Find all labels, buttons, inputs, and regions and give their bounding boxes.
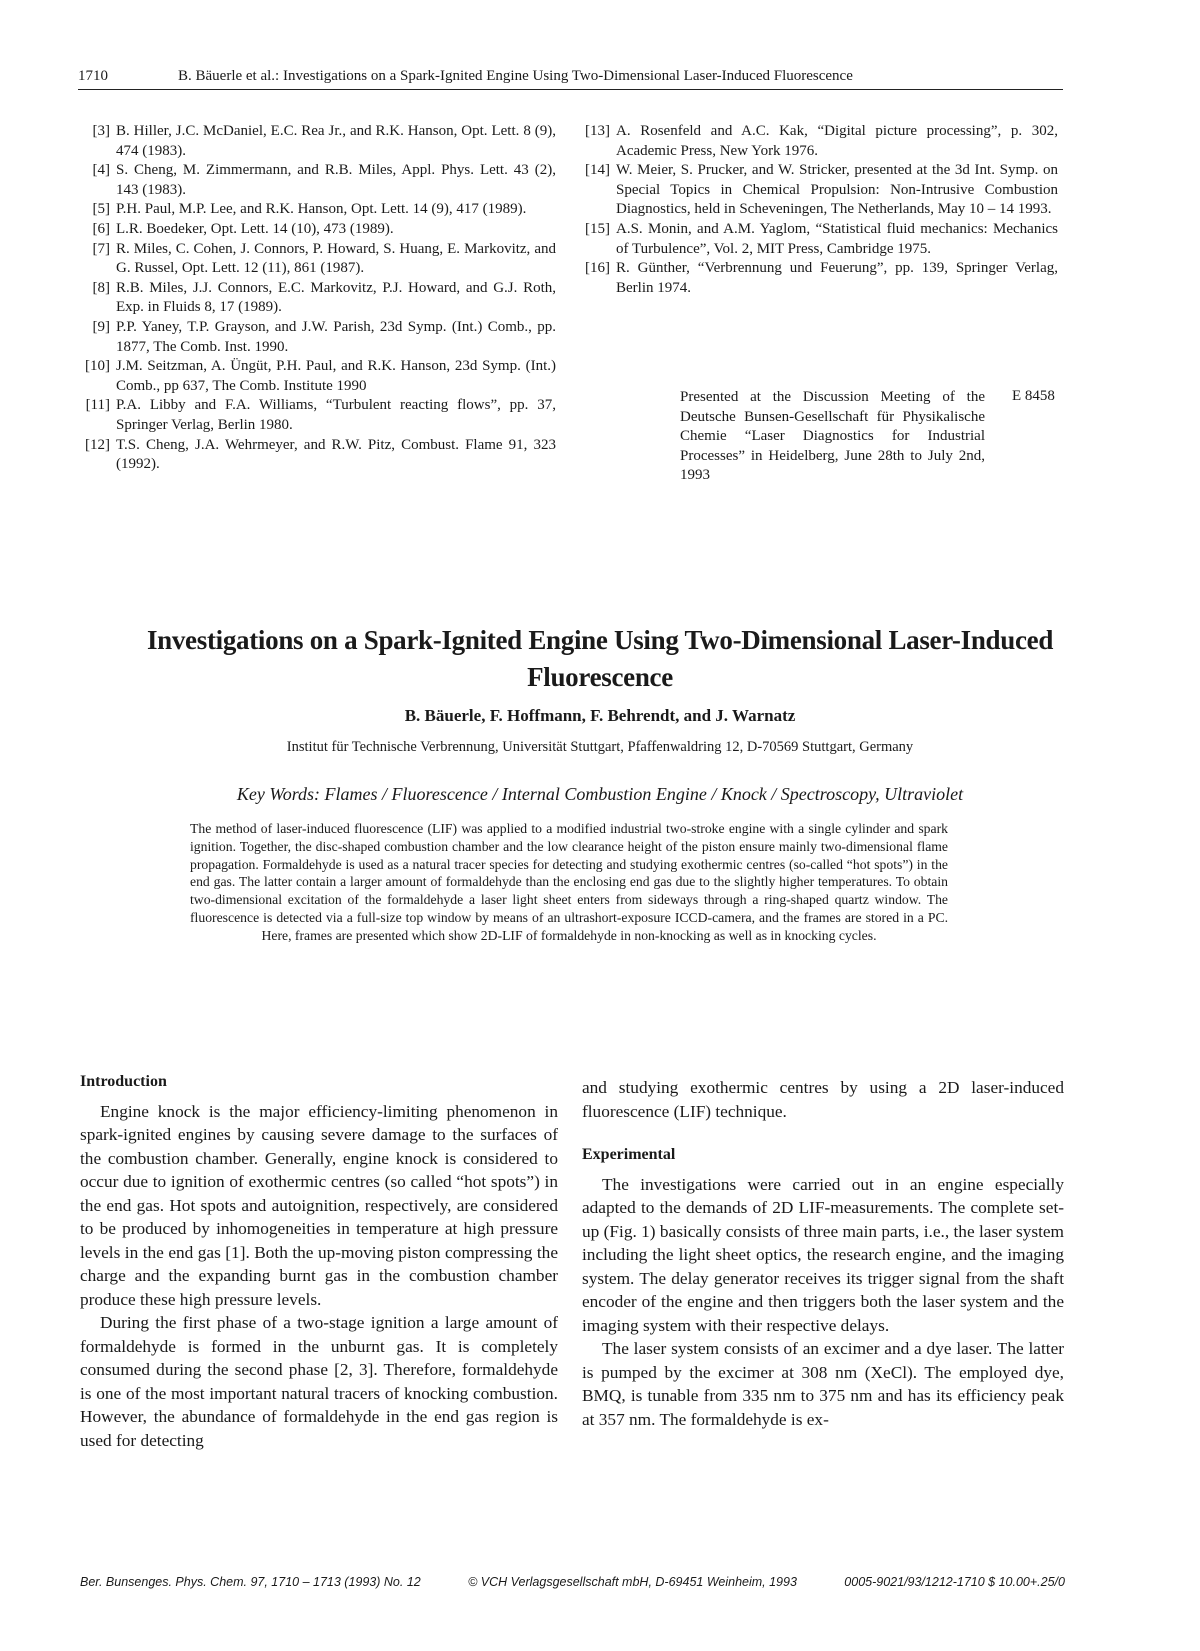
- reference-number: [8]: [92, 279, 110, 296]
- reference-item: [76, 200, 556, 220]
- intro-paragraph-3: and studying exothermic centres by using a 2D laser-induced fluorescence (LIF) technique.: [582, 1078, 1064, 1121]
- reference-number: [12]: [85, 436, 110, 453]
- references-left-column: [76, 122, 556, 475]
- reference-number: [6]: [92, 220, 110, 237]
- experimental-paragraph-1: The investigations were carried out in an engine especially adapted to the demands of 2D LIF-measurements. The complete set-up (Fig. 1) basically consists of three main parts, i.e., the laser system including the light sheet optics, the research engine, and the imaging system. The delay generator receives its trigger signal from the shaft encoder of the engine and then triggers both the laser system and the imaging system with their respective delays.: [582, 1174, 1064, 1335]
- reference-text: L.R. Boedeker, Opt. Lett. 14 (10), 473 (1989).: [116, 220, 394, 237]
- right-text-column: [582, 1076, 1064, 1431]
- reference-item: [76, 122, 556, 161]
- reference-number: [4]: [92, 162, 110, 179]
- left-text-column: [80, 1070, 558, 1452]
- running-title: B. Bäuerle et al.: Investigations on a Spark-Ignited Engine Using Two-Dimensional Laser-Induced Fluorescence: [178, 68, 853, 84]
- reference-item: [76, 240, 556, 279]
- reference-item: [76, 161, 556, 200]
- reference-text: R. Miles, C. Cohen, J. Connors, P. Howard, S. Huang, E. Markovitz, and G. Russel, Opt. Lett. 12 (11), 861 (1987).: [116, 240, 556, 277]
- reference-number: [15]: [585, 220, 610, 237]
- experimental-paragraph-2: The laser system consists of an excimer and a dye laser. The latter is pumped by the excimer at 308 nm (XeCl). The employed dye, BMQ, is tunable from 335 nm to 375 nm and has its efficiency peak at 357 nm. The formaldehyde is ex-: [582, 1339, 1064, 1429]
- reference-text: P.A. Libby and F.A. Williams, “Turbulent reacting flows”, pp. 37, Springer Verlag, Berlin 1980.: [116, 397, 556, 433]
- reference-item: [576, 122, 1058, 161]
- reference-item: [576, 161, 1058, 220]
- article-title: Investigations on a Spark-Ignited Engine Using Two-Dimensional Laser-Induced Fluorescence: [146, 625, 1054, 692]
- reference-number: [3]: [92, 123, 110, 139]
- page-footer: [80, 1575, 1065, 1589]
- reference-item: [76, 436, 556, 475]
- reference-number: [9]: [92, 318, 110, 335]
- reference-text: A. Rosenfeld and A.C. Kak, “Digital picture processing”, p. 302, Academic Press, New York 1976.: [616, 123, 1058, 159]
- reference-number: [10]: [85, 358, 110, 375]
- reference-number: [16]: [585, 260, 610, 277]
- reference-number: [13]: [585, 123, 610, 139]
- journal-citation: Ber. Bunsenges. Phys. Chem. 97, 1710 – 1713 (1993) No. 12: [80, 1575, 421, 1589]
- reference-item: [76, 318, 556, 357]
- running-header: [78, 68, 1063, 90]
- presentation-note: Presented at the Discussion Meeting of the Deutsche Bunsen-Gesellschaft für Physikalische Chemie “Laser Diagnostics for Industrial Processes” in Heidelberg, June 28th to July 2nd, 1993: [680, 389, 985, 484]
- reference-text: R.B. Miles, J.J. Connors, E.C. Markovitz, P.J. Howard, and G.J. Roth, Exp. in Fluids 8, 17 (1989).: [116, 279, 556, 316]
- reference-text: P.H. Paul, M.P. Lee, and R.K. Hanson, Opt. Lett. 14 (9), 417 (1989).: [116, 201, 527, 218]
- reference-text: T.S. Cheng, J.A. Wehrmeyer, and R.W. Pitz, Combust. Flame 91, 323 (1992).: [116, 436, 556, 473]
- article-code: 0005-9021/93/1212-1710 $ 10.00+.25/0: [844, 1575, 1065, 1589]
- page-number: 1710: [78, 68, 108, 84]
- reference-number: [5]: [92, 201, 110, 218]
- reference-item: [76, 357, 556, 396]
- reference-item: [576, 220, 1058, 259]
- intro-paragraph-2: During the first phase of a two-stage ignition a large amount of formaldehyde is formed in the unburnt gas. It is completely consumed during the second phase [2, 3]. Therefore, formaldehyde is one of the most important natural tracers of knocking combustion. However, the abundance of formaldehyde in the end gas region is used for detecting: [80, 1313, 558, 1450]
- reference-text: P.P. Yaney, T.P. Grayson, and J.W. Parish, 23d Symp. (Int.) Comb., pp. 1877, The Comb. Inst. 1990.: [116, 318, 556, 355]
- reference-number: [7]: [92, 240, 110, 257]
- reference-text: A.S. Monin, and A.M. Yaglom, “Statistical fluid mechanics: Mechanics of Turbulence”, Vol. 2, MIT Press, Cambridge 1975.: [616, 220, 1058, 257]
- references-right-column: [576, 122, 1058, 298]
- reference-number: [11]: [85, 397, 110, 414]
- reference-item: [576, 259, 1058, 298]
- reference-text: B. Hiller, J.C. McDaniel, E.C. Rea Jr., and R.K. Hanson, Opt. Lett. 8 (9), 474 (1983).: [116, 123, 556, 159]
- reference-item: [76, 396, 556, 435]
- copyright: © VCH Verlagsgesellschaft mbH, D-69451 Weinheim, 1993: [468, 1575, 797, 1589]
- reference-number: [14]: [585, 162, 610, 179]
- introduction-heading: Introduction: [80, 1073, 167, 1090]
- reference-text: J.M. Seitzman, A. Üngüt, P.H. Paul, and R.K. Hanson, 23d Symp. (Int.) Comb., pp 637, The Comb. Institute 1990: [116, 358, 556, 394]
- reference-text: S. Cheng, M. Zimmermann, and R.B. Miles, Appl. Phys. Lett. 43 (2), 143 (1983).: [116, 162, 556, 198]
- keywords: Key Words: Flames / Fluorescence / Internal Combustion Engine / Knock / Spectroscopy, Ultraviolet: [236, 784, 964, 804]
- reference-item: [76, 279, 556, 318]
- affiliation: Institut für Technische Verbrennung, Universität Stuttgart, Pfaffenwaldring 12, D-70569 Stuttgart, Germany: [286, 739, 914, 755]
- reference-text: W. Meier, S. Prucker, and W. Stricker, presented at the 3d Int. Symp. on Special Topics in Chemical Propulsion: Non-Intrusive Combustion Diagnostics, held in Scheveningen, The Netherlands, May 10 – 14 1993.: [616, 162, 1058, 218]
- paper-id: E 8458: [1012, 388, 1055, 404]
- experimental-heading: Experimental: [582, 1146, 676, 1163]
- authors: B. Bäuerle, F. Hoffmann, F. Behrendt, and J. Warnatz: [404, 706, 796, 725]
- reference-text: R. Günther, “Verbrennung und Feuerung”, pp. 139, Springer Verlag, Berlin 1974.: [616, 260, 1058, 296]
- abstract: The method of laser-induced fluorescence (LIF) was applied to a modified industrial two-stroke engine with a single cylinder and spark ignition. Together, the disc-shaped combustion chamber and the low clearance height of the piston ensure mainly two-dimensional flame propagation. Formaldehyde is used as a natural tracer species for detecting and studying exothermic centres (so-called “hot spots”) in the end gas. The latter contain a larger amount of formaldehyde than the enclosing end gas due to the slightly higher temperatures. To obtain two-dimensional excitation of the formaldehyde a laser light sheet enters from sideways through a ring-shaped quartz window. The fluorescence is detected via a full-size top window by means of an ultrashort-exposure ICCD-camera, and the frames are stored in a PC. Here, frames are presented which show 2D-LIF of formaldehyde in non-knocking as well as in knocking cycles.: [190, 821, 948, 943]
- reference-item: [76, 220, 556, 240]
- intro-paragraph-1: Engine knock is the major efficiency-limiting phenomenon in spark-ignited engines by causing severe damage to the surfaces of the combustion chamber. Generally, engine knock is considered to occur due to ignition of exothermic centres (so called “hot spots”) in the end gas. Hot spots and autoignition, respectively, are considered to be produced by inhomogeneities in temperature at high pressure levels in the end gas [1]. Both the up-moving piston compressing the charge and the expanding burnt gas in the combustion chamber produce these high pressure levels.: [80, 1101, 558, 1309]
